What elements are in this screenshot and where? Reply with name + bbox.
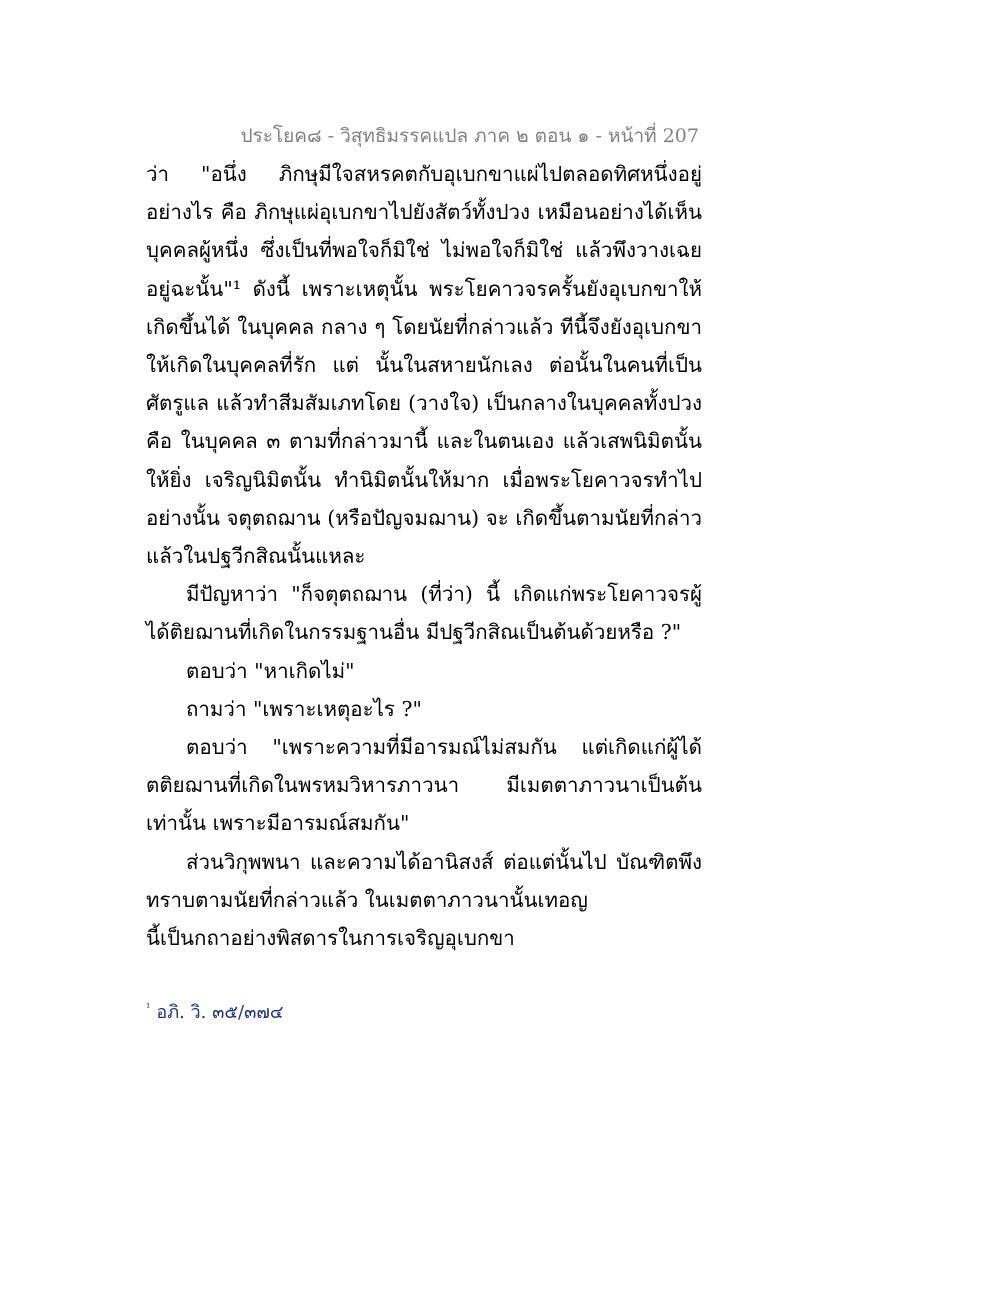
paragraph: ตอบว่า "เพราะความที่มีอารมณ์ไม่สมกัน แต่เกิดแก่ผู้ได้ ตติยฌานที่เกิดในพรหมวิหารภาวนา มีเมตตาภาวนาเป็นต้นเท่านั้น เพราะมีอารมณ์สมกัน" xyxy=(146,735,702,836)
paragraph: ตอบว่า "หาเกิดไม่" xyxy=(186,658,355,683)
footnote xyxy=(146,993,284,1028)
running-header: ประโยค๘ - วิสุทธิมรรคแปล ภาค ๒ ตอน ๑ - หน้าที่ 207 xyxy=(240,125,699,147)
paragraph: นี้เป็นกถาอย่างพิสดารในการเจริญอุเบกขา xyxy=(146,926,515,951)
paragraph: มีปัญหาว่า "ก็จตุตถฌาน (ที่ว่า) นี้ เกิดแก่พระโยคาวจรผู้ ได้ติยฌานที่เกิดในกรรมฐานอื่น มีปฐวีกสิณเป็นต้นด้วยหรือ ?" xyxy=(146,582,702,645)
paragraph: ว่า "อนึ่ง ภิกษุมีใจสหรคตกับอุเบกขาแผ่ไปตลอดทิศหนึ่งอยู่อย่างไร คือ ภิกษุแผ่อุเบกขาไปยังสัตว์ทั้งปวง เหมือนอย่างได้เห็นบุคคลผู้หนึ่ง ซึ่งเป็นที่พอใจก็มิใช่ ไม่พอใจก็มิใช่ แล้วพึงวางเฉยอยู่ฉะนั้น"¹ ดังนี้ เพราะเหตุนั้น พระโยคาวจรครั้นยังอุเบกขาให้เกิดขึ้นได้ ในบุคคล กลาง ๆ โดยนัยที่กล่าวแล้ว ทีนี้จึงยังอุเบกขาให้เกิดในบุคคลที่รัก แต่ นั้นในสหายนักเลง ต่อนั้นในคนที่เป็นศัตรูแล แล้วทำสีมสัมเภทโดย (วางใจ) เป็นกลางในบุคคลทั้งปวงคือ ในบุคคล ๓ ตามที่กล่าวมานี้ และในตนเอง แล้วเสพนิมิตนั้นให้ยิ่ง เจริญนิมิตนั้น ทำนิมิตนั้นให้มาก เมื่อพระโยคาวจรทำไปอย่างนั้น จตุตถฌาน (หรือปัญจมฌาน) จะ เกิดขึ้นตามนัยที่กล่าวแล้วในปฐวีกสิณนั้นแหละ xyxy=(146,162,702,569)
body-text xyxy=(146,155,702,957)
paragraph: ส่วนวิกุพพนา และความได้อานิสงส์ ต่อแต่นั้นไป บัณฑิตพึง ทราบตามนัยที่กล่าวแล้ว ในเมตตาภาวนานั้นเทอญ xyxy=(146,849,702,912)
paragraph: ถามว่า "เพราะเหตุอะไร ?" xyxy=(186,696,422,721)
footnote-text: อภิ. วิ. ๓๕/๓๗๔ xyxy=(156,1002,284,1023)
footnote-mark: ¹ xyxy=(146,1001,151,1014)
